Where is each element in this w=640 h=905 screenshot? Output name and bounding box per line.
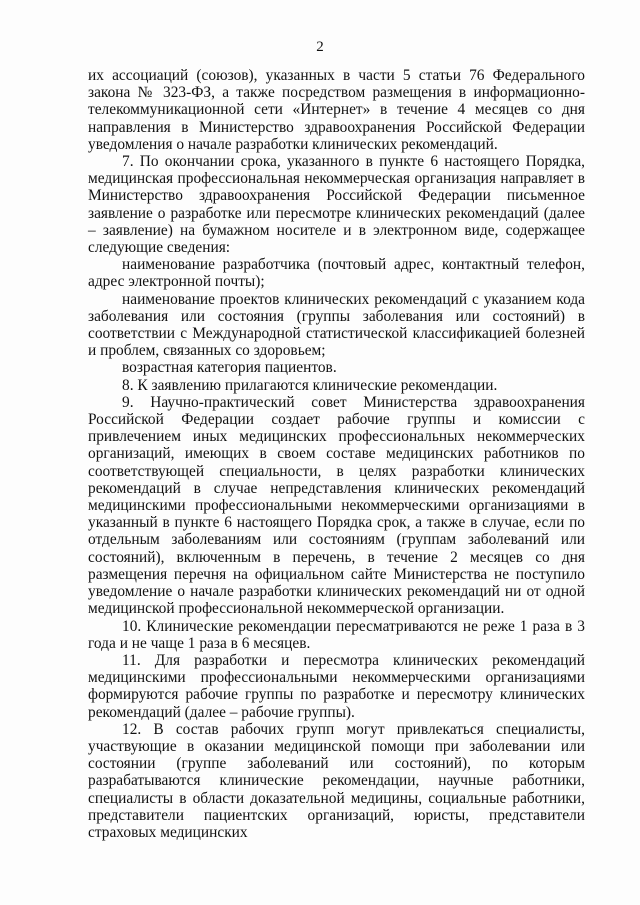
paragraph: наименование проектов клинических рекомендаций с указанием кода заболевания или состояния (группы заболевания или состояний) в соответствии с Международной статистической классификацией болезней и проблем, связанных со здоровьем; — [88, 290, 585, 360]
paragraph: возрастная категория пациентов. — [122, 359, 337, 377]
paragraph: 8. К заявлению прилагаются клинические рекомендации. — [122, 376, 498, 394]
paragraph: их ассоциаций (союзов), указанных в части 5 статьи 76 Федерального закона № 323-ФЗ, а также посредством размещения в информационно-телекоммуникационной сети «Интернет» в течение 4 месяцев со дня направления в Министерство здравоохранения Российской Федерации уведомления о начале разработки клинических рекомендаций. — [88, 67, 585, 153]
paragraph: 10. Клинические рекомендации пересматриваются не реже 1 раза в 3 года и не чаще 1 раза в 6 месяцев. — [88, 617, 585, 652]
document-body — [88, 67, 585, 841]
page-number: 2 — [316, 39, 324, 55]
paragraph: 11. Для разработки и пересмотра клинических рекомендаций медицинскими профессиональными некоммерческими организациями формируются рабочие группы по разработке и пересмотру клинических рекомендаций (далее – рабочие группы). — [88, 651, 585, 721]
paragraph: 7. По окончании срока, указанного в пункте 6 настоящего Порядка, медицинская профессиональная некоммерческая организация направляет в Министерство здравоохранения Российской Федерации письменное заявление о разработке или пересмотре клинических рекомендаций (далее – заявление) на бумажном носителе и в электронном виде, содержащее следующие сведения: — [88, 153, 585, 257]
paragraph: 12. В состав рабочих групп могут привлекаться специалисты, участвующие в оказании медицинской помощи при заболевании или состоянии (группе заболеваний или состояний), по которым разрабатываются клинические рекомендации, научные работники, специалисты в области доказательной медицины, социальные работники, представители пациентских организаций, юристы, представители страховых медицинских — [88, 720, 585, 841]
paragraph: 9. Научно-практический совет Министерства здравоохранения Российской Федерации создает рабочие группы и комиссии с привлечением иных медицинских профессиональных некоммерческих организаций, имеющих в своем составе медицинских работников по соответствующей специальности, в целях разработки клинических рекомендаций в случае непредставления клинических рекомендаций медицинскими профессиональными некоммерческими организациями в указанный в пункте 6 настоящего Порядка срок, а также в случае, если по отдельным заболеваниям или состояниям (группам заболеваний или состояний), включенным в перечень, в течение 2 месяцев со дня размещения перечня на официальном сайте Министерства не поступило уведомление о начале разработки клинических рекомендаций ни от одной медицинской профессиональной некоммерческой организации. — [88, 393, 585, 618]
paragraph: наименование разработчика (почтовый адрес, контактный телефон, адрес электронной почты); — [88, 256, 585, 291]
